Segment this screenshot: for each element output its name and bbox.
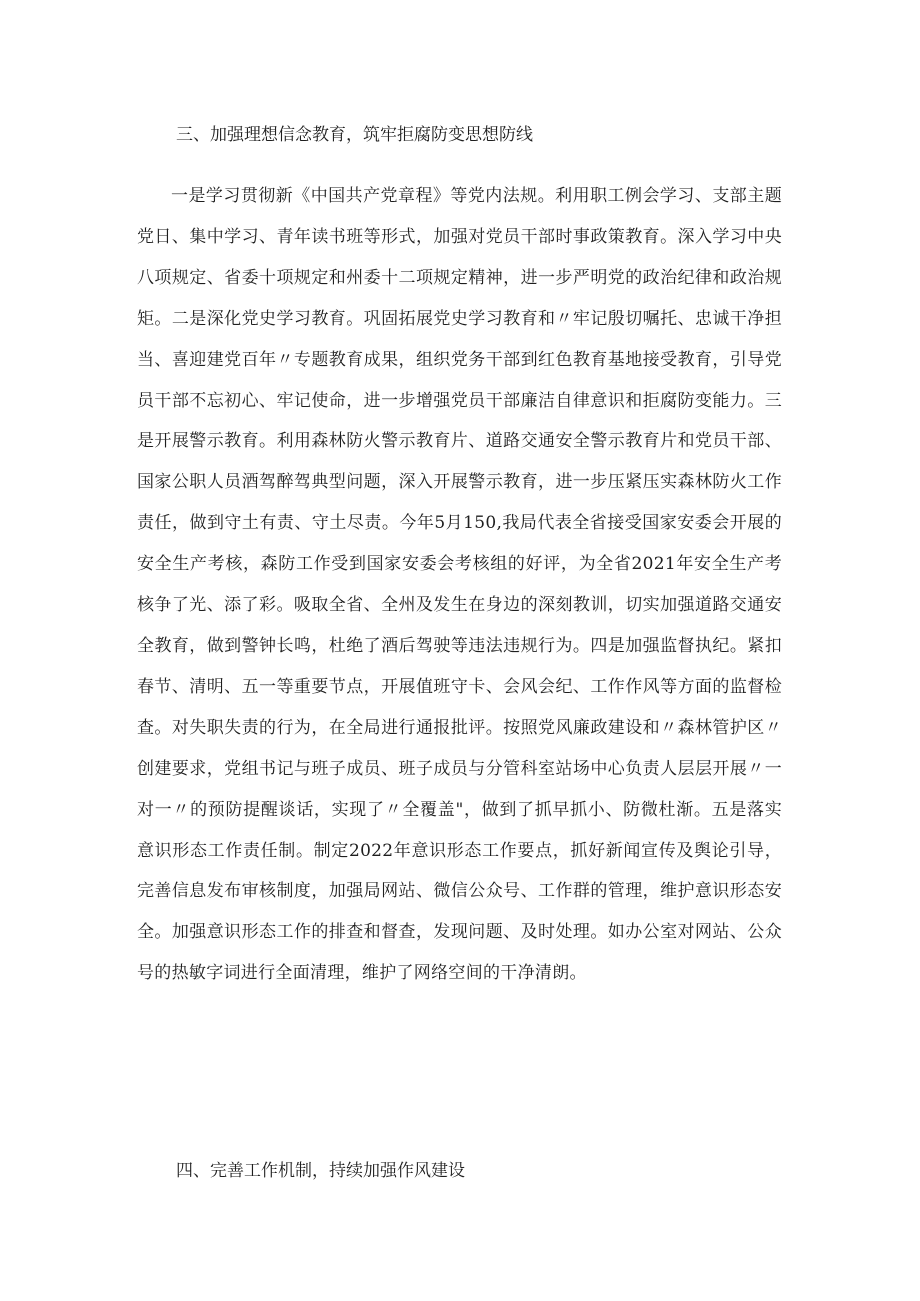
section-heading-four: 四、完善工作机制，持续加强作风建设 — [176, 1161, 465, 1181]
section-heading-three: 三、加强理想信念教育，筑牢拒腐防变思想防线 — [176, 125, 533, 145]
body-paragraph: 一是学习贯彻新《中国共产党章程》等党内法规。利用职工例会学习、支部主题党日、集中学习、青年读书班等形式，加强对党员干部时事政策教育。深入学习中央八项规定、省委十项规定和州委十二项规定精神，进一步严明党的政治纪律和政治规矩。二是深化党史学习教育。巩固拓展党史学习教育和〃牢记殷切嘱托、忠诚干净担当、喜迎建党百年〃专题教育成果，组织党务干部到红色教育基地接受教育，引导党员干部不忘初心、牢记使命，进一步增强党员干部廉洁自律意识和拒腐防变能力。三是开展警示教育。利用森林防火警示教育片、道路交通安全警示教育片和党员干部、国家公职人员酒驾醉驾典型问题，深入开展警示教育，进一步压紧压实森林防火工作责任，做到守土有责、守土尽责。今年5月150,我局代表全省接受国家安委会开展的安全生产考核，森防工作受到国家安委会考核组的好评，为全省2021年安全生产考核争了光、添了彩。吸取全省、全州及发生在身边的深刻教训，切实加强道路交通安全教育，做到警钟长鸣，杜绝了酒后驾驶等违法违规行为。四是加强监督执纪。紧扣春节、清明、五一等重要节点，开展值班守卡、会风会纪、工作作风等方面的监督检查。对失职失责的行为，在全局进行通报批评。按照党风廉政建设和〃森林管护区〃创建要求，党组书记与班子成员、班子成员与分管科室站场中心负责人层层开展〃一对一〃的预防提醒谈话，实现了〃全覆盖"，做到了抓早抓小、防微杜渐。五是落实意识形态工作责任制。制定2022年意识形态工作要点，抓好新闻宣传及舆论引导，完善信息发布审核制度，加强局网站、微信公众号、工作群的管理，维护意识形态安全。加强意识形态工作的排查和督查，发现问题、及时处理。如办公室对网站、公众号的热敏字词进行全面清理，维护了网络空间的干净清朗。 — [137, 186, 782, 984]
